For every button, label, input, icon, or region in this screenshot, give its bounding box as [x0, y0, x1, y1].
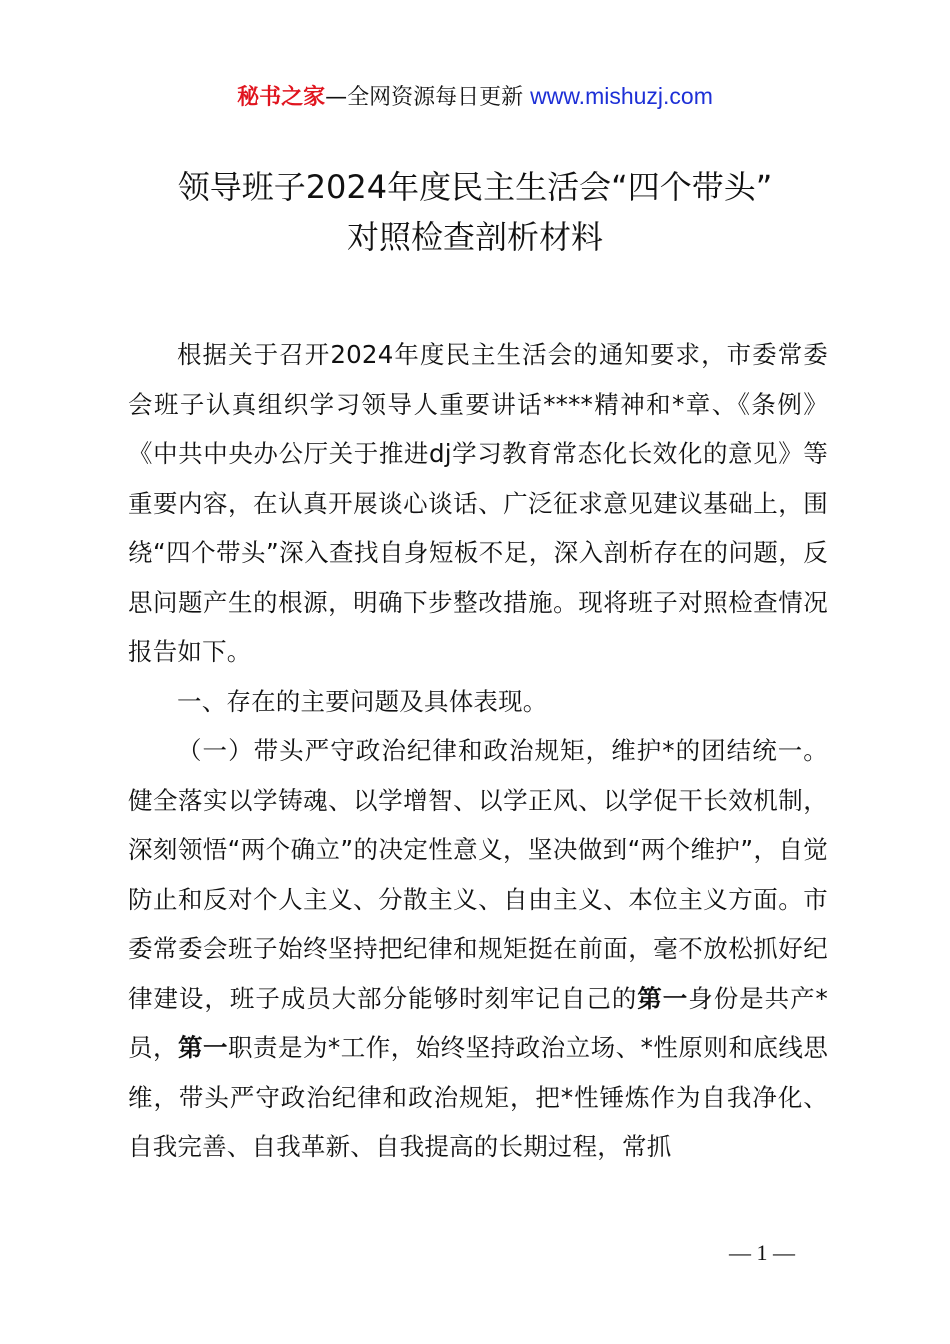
page-number: — 1 — [729, 1240, 795, 1265]
title-line-2: 对照检查剖析材料 [346, 218, 603, 256]
site-banner [0, 80, 950, 114]
document-body [128, 330, 828, 1172]
banner-brand: 秘书之家 [237, 85, 326, 110]
paragraph-text: 职责是为*工作，始终坚持政治立场、*性原则和底线思维，带头严守政治纪律和政治规矩，把*性锤炼作为自我净化、自我完善、自我革新、自我提高的长期过程，常抓 [128, 1033, 829, 1161]
bold-text: 第一 [637, 983, 689, 1013]
paragraph-text: 身份是共产*员， [128, 983, 829, 1062]
bold-text: 第一 [178, 1033, 228, 1062]
section-heading-1: 一、存在的主要问题及具体表现。 [177, 686, 548, 716]
banner-tagline: —全网资源每日更新 [325, 85, 531, 110]
banner-url-link[interactable]: www.mishuzj.com [530, 83, 713, 109]
title-line-1: 领导班子2024年度民主生活会“四个带头” [177, 168, 773, 206]
paragraph-text: （一）带头严守政治纪律和政治规矩，维护*的团结统一。健全落实以学铸魂、以学增智、以学正风、以学促干长效机制，深刻领悟“两个确立”的决定性意义，坚决做到“两个维护”，自觉防止和反对个人主义、分散主义、自由主义、本位主义方面。市委常委会班子始终坚持把纪律和规矩挺在前面，毫不放松抓好纪律建设，班子成员大部分能够时刻牢记自己的 [128, 736, 828, 1013]
document-title [0, 162, 950, 262]
paragraph-intro: 根据关于召开2024年度民主生活会的通知要求，市委常委会班子认真组织学习领导人重要讲话****精神和*章、《条例》《中共中央办公厅关于推进dj学习教育常态化长效化的意见》等重要内容，在认真开展谈心谈话、广泛征求意见建议基础上，围绕“四个带头”深入查找自身短板不足，深入剖析存在的问题，反思问题产生的根源，明确下步整改措施。现将班子对照检查情况报告如下。 [128, 340, 828, 666]
paragraph-section-1-1 [128, 726, 828, 1172]
